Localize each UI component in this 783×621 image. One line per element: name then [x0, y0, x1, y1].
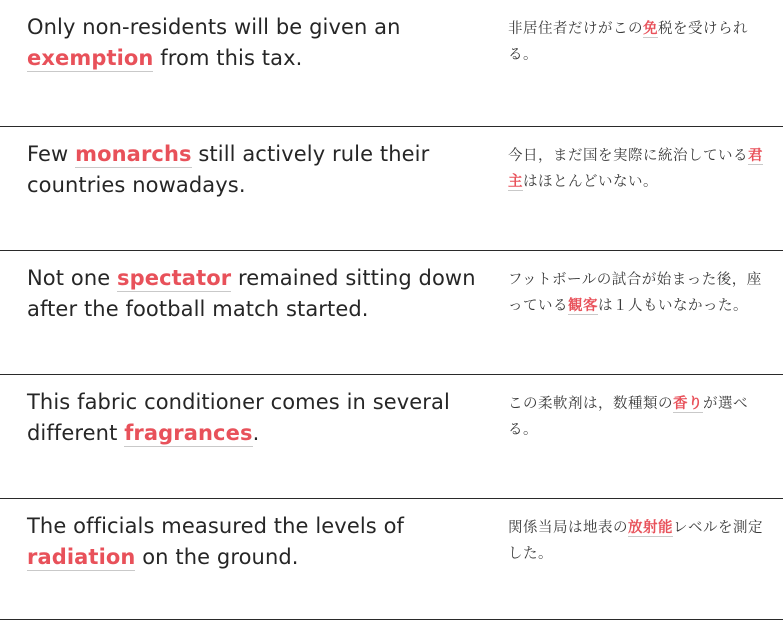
translation-text: はほとんどいない。 [523, 174, 658, 190]
keyword: spectator [117, 266, 232, 290]
sentence-text: Few [27, 142, 76, 166]
translation-text: レベルを測定した。 [508, 520, 763, 562]
keyword-translation: 観客 [568, 298, 598, 314]
japanese-translation [508, 267, 773, 319]
translation-text: 今日，まだ国を実際に統治している [508, 148, 748, 164]
vocab-row-5 [0, 499, 783, 620]
translation-text: が選べる。 [508, 396, 748, 438]
sentence-text: Only non-residents will be given an [27, 15, 401, 39]
japanese-translation [508, 143, 773, 195]
translation-text: 非居住者だけがこの [508, 21, 643, 37]
sentence-text: Not one [27, 266, 118, 290]
japanese-translation [508, 16, 773, 68]
translation-text: 税を受けられる。 [508, 21, 748, 63]
vocab-row-4 [0, 375, 783, 499]
keyword: radiation [27, 545, 136, 569]
keyword: fragrances [124, 421, 253, 445]
keyword: monarchs [75, 142, 192, 166]
vocab-row-1 [0, 0, 783, 127]
keyword-translation: 君主 [508, 148, 763, 190]
keyword-translation: 免 [643, 21, 658, 37]
keyword-translation: 香り [673, 396, 703, 412]
english-sentence [27, 511, 487, 573]
translation-text: フットボールの試合が始まった後，座っている [508, 272, 762, 314]
translation-text: 関係当局は地表の [508, 520, 628, 536]
english-sentence [27, 263, 487, 325]
english-sentence [27, 387, 487, 449]
sentence-text: remained sitting down after the football match started. [27, 266, 476, 321]
keyword: exemption [27, 46, 154, 70]
english-sentence [27, 139, 487, 201]
sentence-text: still actively rule their countries nowadays. [27, 142, 430, 197]
keyword-translation: 放射能 [628, 520, 673, 536]
sentence-text: . [252, 421, 260, 445]
translation-text: この柔軟剤は，数種類の [508, 396, 673, 412]
sentence-text: This fabric conditioner comes in several different [27, 390, 450, 445]
translation-text: は１人もいなかった。 [598, 298, 748, 314]
japanese-translation [508, 515, 773, 567]
sentence-text: from this tax. [153, 46, 303, 70]
vocab-row-3 [0, 251, 783, 375]
sentence-text: on the ground. [135, 545, 299, 569]
vocab-row-2 [0, 127, 783, 251]
sentence-text: The officials measured the levels of [27, 514, 405, 538]
english-sentence [27, 12, 487, 74]
japanese-translation [508, 391, 773, 443]
